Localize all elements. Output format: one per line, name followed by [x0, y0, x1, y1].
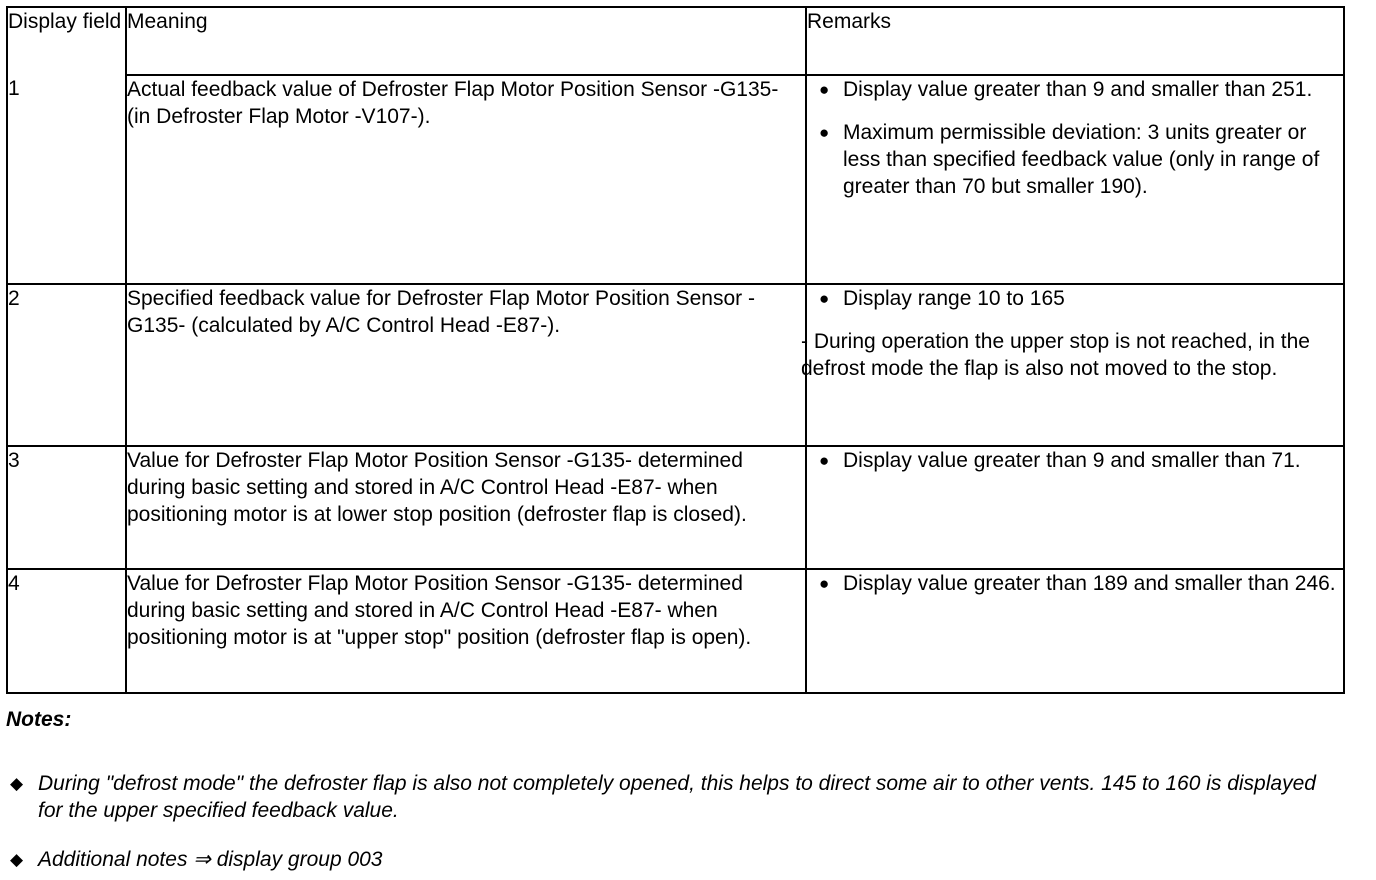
bullet-dot-icon: ●	[819, 123, 830, 142]
bullet-dot-icon: ●	[819, 289, 830, 308]
note-text: During "defrost mode" the defroster flap is also not completely opened, this helps to direct some air to other vents. 145 to 160 is displayed for the upper specified feedback value.	[38, 772, 1316, 822]
bullet-dot-icon: ●	[819, 451, 830, 470]
list-item	[807, 76, 1343, 103]
display-field-number: 2	[7, 284, 126, 446]
display-field-number: 1	[7, 75, 126, 284]
table-row	[7, 284, 1344, 446]
notes-heading: Notes:	[6, 708, 72, 731]
remarks-list	[807, 447, 1343, 474]
remarks-list	[807, 76, 1343, 200]
header-display-field: Display field	[7, 7, 126, 75]
remark-text: Display value greater than 9 and smaller than 251.	[843, 78, 1313, 101]
header-meaning: Meaning	[126, 7, 806, 75]
bullet-dot-icon: ●	[819, 574, 830, 593]
list-item	[807, 285, 1343, 312]
display-field-number: 4	[7, 569, 126, 693]
table-row	[7, 75, 1344, 284]
table-row	[7, 569, 1344, 693]
remark-text: Display value greater than 189 and smaller than 246.	[843, 572, 1336, 595]
diamond-icon: ◆	[10, 850, 24, 869]
table-row	[7, 446, 1344, 569]
list-item	[807, 447, 1343, 474]
remarks-cell	[806, 569, 1344, 693]
header-remarks: Remarks	[806, 7, 1344, 75]
note-item	[6, 846, 1346, 873]
remarks-cell	[806, 446, 1344, 569]
remarks-list	[807, 285, 1343, 312]
remark-note-text: - During operation the upper stop is not reached, in the defrost mode the flap is also not moved to the stop.	[801, 330, 1310, 380]
bullet-dot-icon: ●	[819, 80, 830, 99]
table-header-row	[7, 7, 1344, 75]
remarks-list	[807, 570, 1343, 597]
list-item	[807, 570, 1343, 597]
remarks-cell	[801, 284, 1344, 446]
list-item	[807, 119, 1343, 200]
remarks-cell	[806, 75, 1344, 284]
meaning-cell: Actual feedback value of Defroster Flap Motor Position Sensor -G135- (in Defroster Flap Motor -V107-).	[126, 75, 806, 284]
note-text: Additional notes ⇒ display group 003	[38, 848, 383, 871]
note-item	[6, 770, 1346, 824]
display-group-table	[6, 6, 1345, 694]
display-field-number: 3	[7, 446, 126, 569]
remark-text: Display value greater than 9 and smaller than 71.	[843, 449, 1301, 472]
remark-text: Maximum permissible deviation: 3 units greater or less than specified feedback value (only in range of greater than 70 but smaller 190).	[843, 121, 1320, 198]
remark-text: Display range 10 to 165	[843, 287, 1065, 310]
meaning-cell: Value for Defroster Flap Motor Position Sensor -G135- determined during basic setting and stored in A/C Control Head -E87- when positioning motor is at "upper stop" position (defroster flap is open).	[126, 569, 806, 693]
meaning-cell: Specified feedback value for Defroster Flap Motor Position Sensor -G135- (calculated by A/C Control Head -E87-).	[126, 284, 806, 446]
diamond-icon: ◆	[10, 774, 24, 793]
meaning-cell: Value for Defroster Flap Motor Position Sensor -G135- determined during basic setting and stored in A/C Control Head -E87- when positioning motor is at lower stop position (defroster flap is closed).	[126, 446, 806, 569]
